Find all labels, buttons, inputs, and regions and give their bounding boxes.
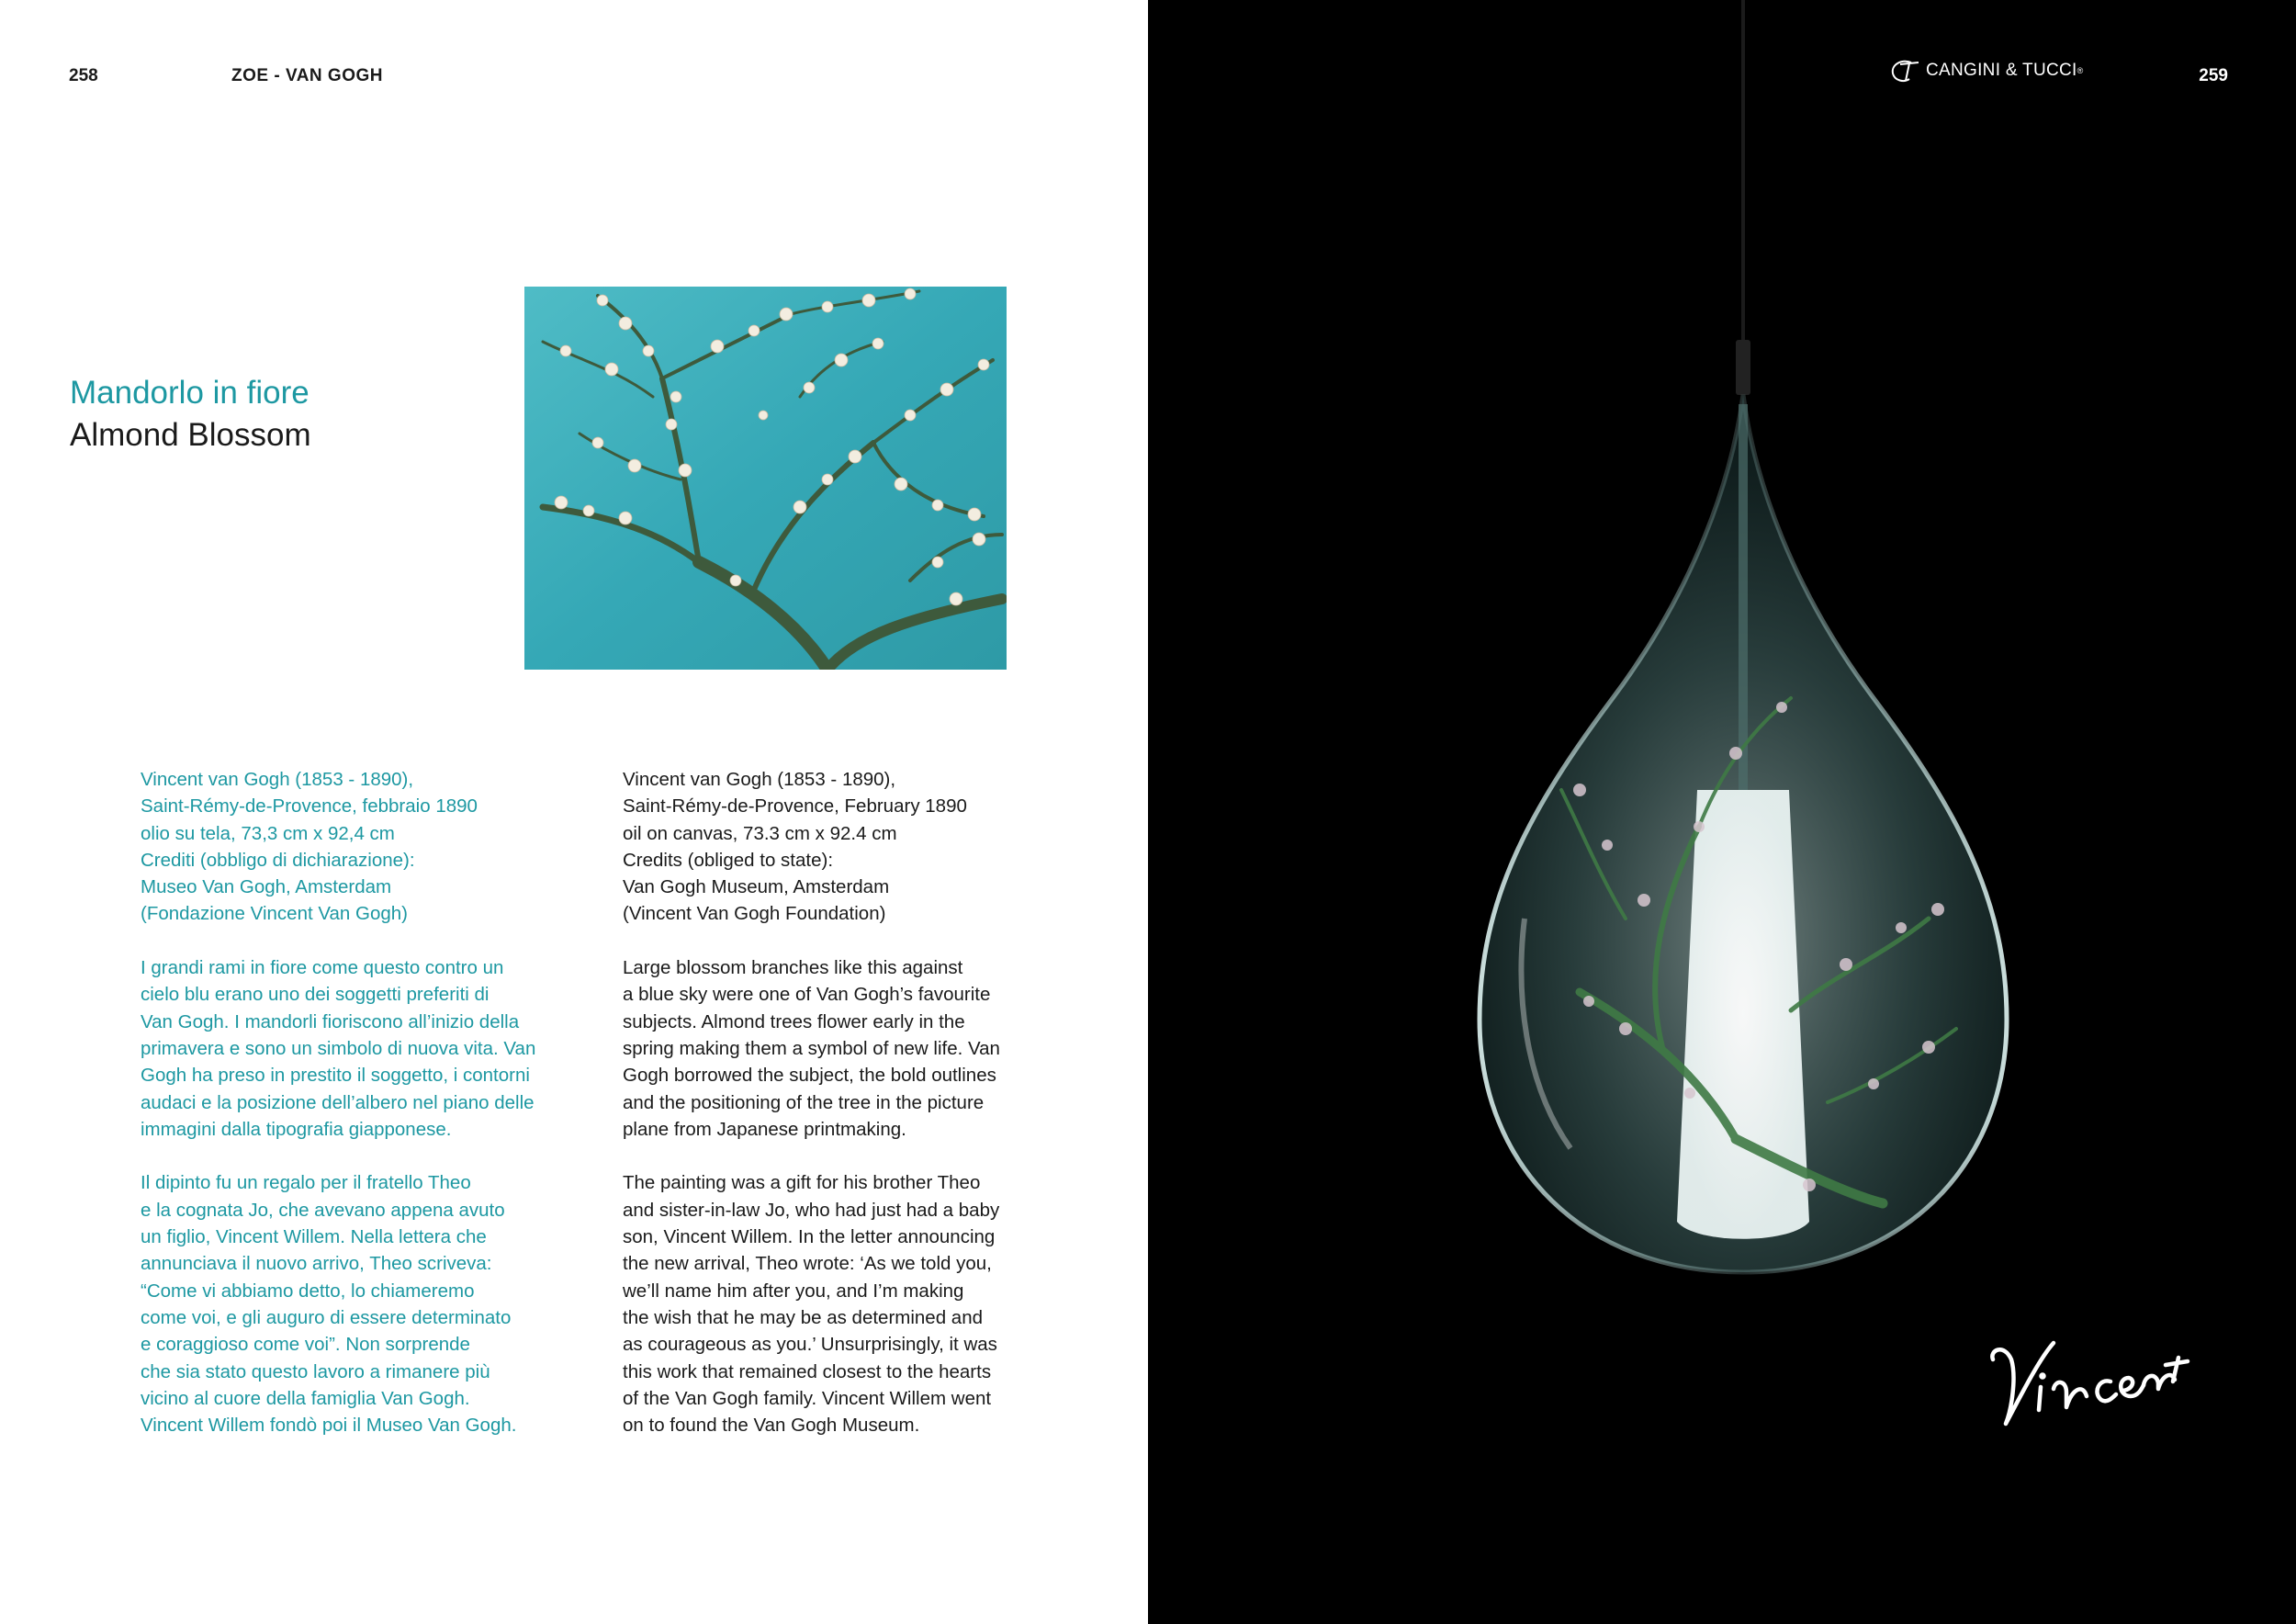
italian-credits: Vincent van Gogh (1853 - 1890), Saint-Rémy-de-Provence, febbraio 1890 olio su tela, 73,3 cm x 92,4 cm Crediti (obbligo di dichiarazione): Museo Van Gogh, Amsterdam (Fondazione Vincent Van Gogh): [141, 769, 478, 925]
english-paragraph-2: The painting was a gift for his brother Theo and sister-in-law Jo, who had just had a baby son, Vincent Willem. In the letter announcing the new arrival, Theo wrote: ‘As we told you, we’ll name him after you, and I’m making the wish that he may be as determined and as courageous as you.’ Unsurprisingly, it was this work that remained closest to the hearts of the Van Gogh family. Vincent Willem went on to found the Van Gogh Museum.: [623, 1172, 1000, 1437]
italian-paragraph-1: I grandi rami in fiore come questo contro un cielo blu erano uno dei soggetti preferiti di Van Gogh. I mandorli fioriscono all’inizio della primavera e sono un simbolo di nuova vita. Van Gogh ha preso in prestito il soggetto, i contorni audaci e la posizione dell’albero nel piano delle immagini dalla tipografia giapponese.: [141, 957, 536, 1140]
vincent-signature: [1984, 1323, 2195, 1451]
left-page-number: 258: [69, 66, 98, 85]
right-page-number: 259: [2199, 66, 2228, 85]
artwork-title-english: Almond Blossom: [70, 417, 311, 453]
almond-blossom-painting: [524, 287, 1007, 670]
section-title: ZOE - VAN GOGH: [231, 66, 383, 85]
italian-text-column: [141, 766, 600, 1466]
english-credits: Vincent van Gogh (1853 - 1890), Saint-Rémy-de-Provence, February 1890 oil on canvas, 73.3 cm x 92.4 cm Credits (obliged to state): Van Gogh Museum, Amsterdam (Vincent Van Gogh Foundation): [623, 769, 967, 925]
brand-name: CANGINI & TUCCI: [1926, 61, 2077, 80]
english-text-column: [623, 766, 1082, 1466]
italian-paragraph-2: Il dipinto fu un regalo per il fratello Theo e la cognata Jo, che avevano appena avuto un figlio, Vincent Willem. Nella lettera che annunciava il nuovo arrivo, Theo scriveva: “Come vi abbiamo detto, lo chiameremo come voi, e gli auguro di essere determinato e coraggioso come voi”. Non sorprende che sia stato questo lavoro a rimanere più vicino al cuore della famiglia Van Gogh. Vincent Willem fondò poi il Museo Van Gogh.: [141, 1172, 517, 1437]
english-paragraph-1: Large blossom branches like this against a blue sky were one of Van Gogh’s favourite subjects. Almond trees flower early in the spring making them a symbol of new life. Van Gogh borrowed the subject, the bold outlines and the positioning of the tree in the picture plane from Japanese printmaking.: [623, 957, 1000, 1140]
ct-monogram-icon: [1887, 57, 1922, 85]
cangini-tucci-logo: [1887, 55, 2083, 86]
registered-mark: ®: [2077, 66, 2084, 75]
artwork-title-italian: Mandorlo in fiore: [70, 375, 310, 411]
